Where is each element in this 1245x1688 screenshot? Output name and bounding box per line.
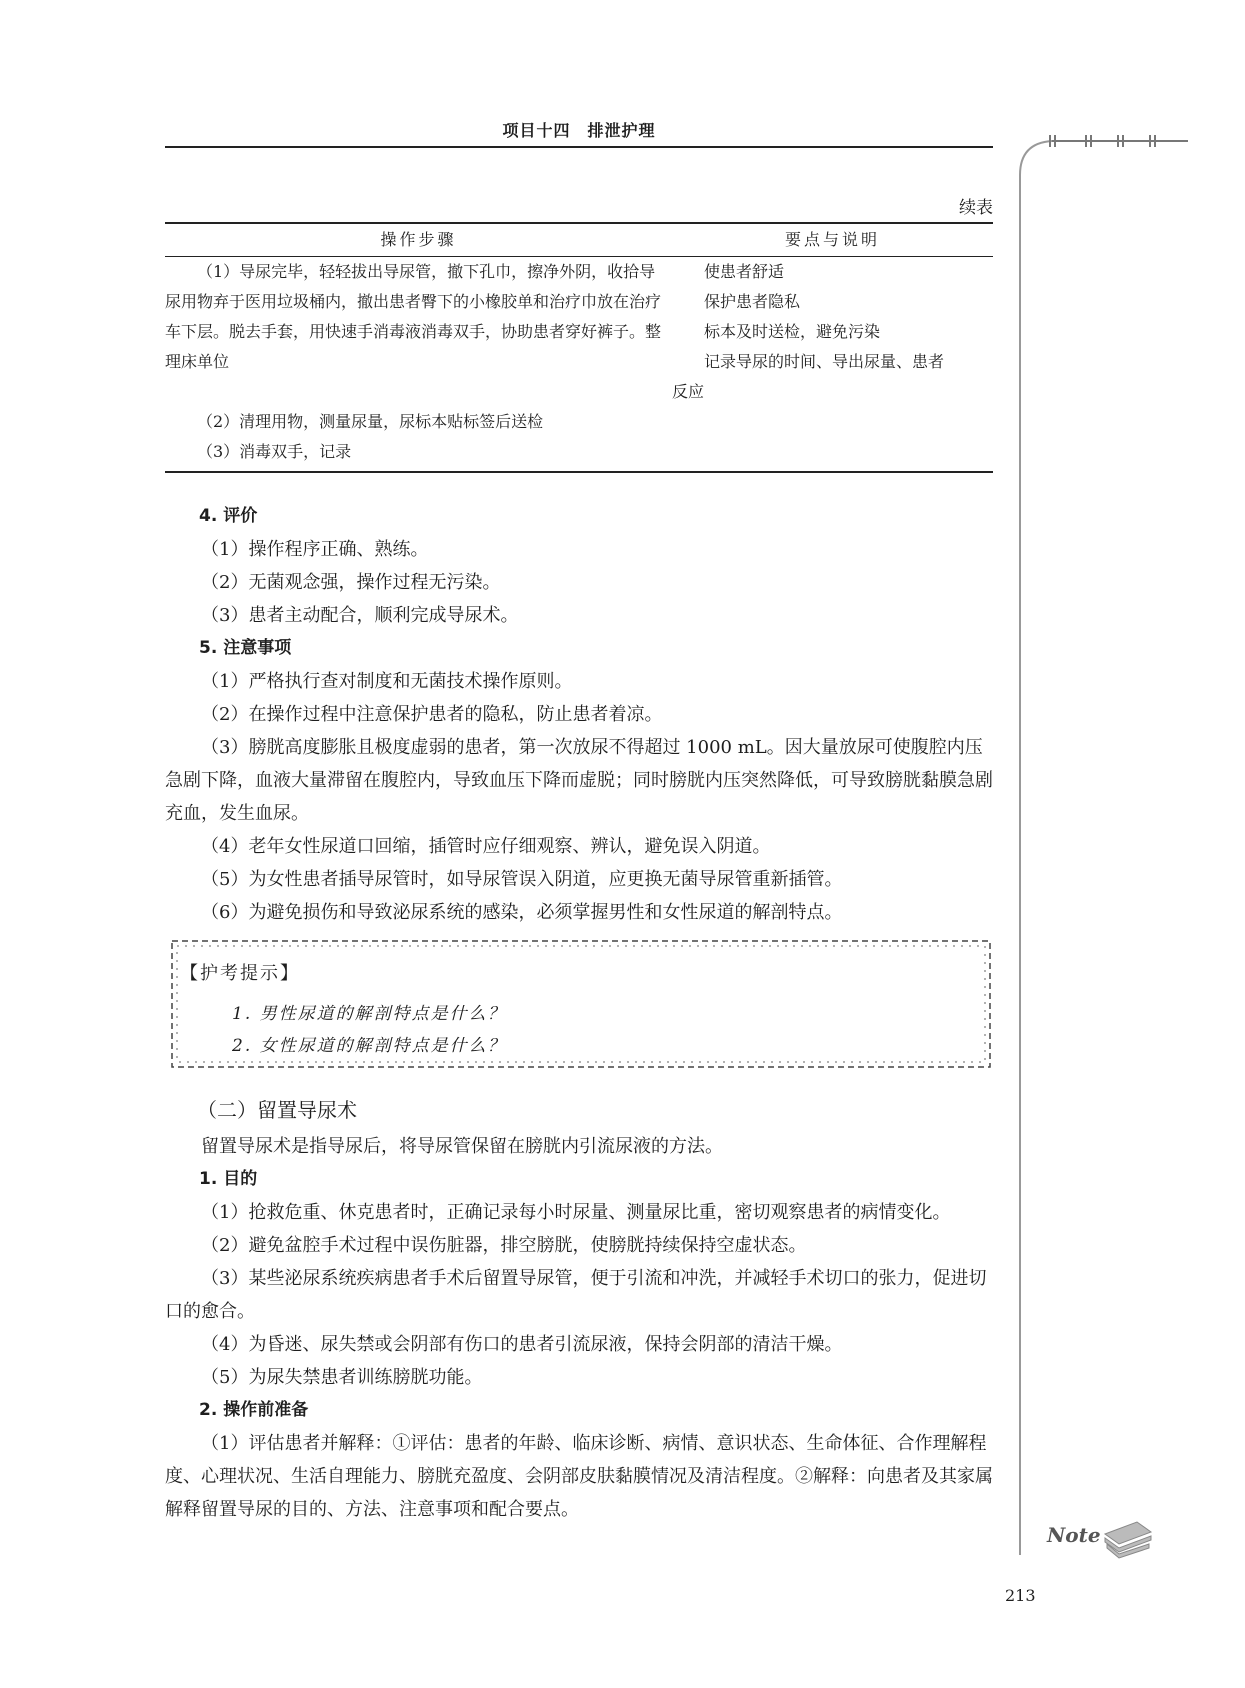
column-header-notes: 要点与说明 — [672, 223, 993, 257]
step-cell: （1）导尿完毕，轻轻拔出导尿管，撤下孔巾，擦净外阴，收拾导尿用物弃于医用垃圾桶内，撤出患者臀下的小橡胶单和治疗巾放在治疗车下层。脱去手套，用快速手消毒液消毒双手，协助患者穿好裤子。整理床单位 — [165, 262, 662, 371]
list-item: （2）在操作过程中注意保护患者的隐私，防止患者着凉。 — [201, 704, 663, 725]
list-item: （3）患者主动配合，顺利完成导尿术。 — [201, 605, 519, 626]
list-item: （3）某些泌尿系统疾病患者手术后留置导尿管，便于引流和冲洗，并减轻手术切口的张力，促进切口的愈合。 — [165, 1268, 987, 1322]
section-heading: 5. 注意事项 — [199, 638, 292, 658]
list-item: （3）膀胱高度膨胀且极度虚弱的患者，第一次放尿不得超过 1000 mL。因大量放尿可使腹腔内压急剧下降，血液大量滞留在腹腔内，导致血压下降而虚脱；同时膀胱内压突然降低，可导致膀胱黏膜急剧充血，发生血尿。 — [165, 737, 993, 824]
list-item: （5）为女性患者插导尿管时，如导尿管误入阴道，应更换无菌导尿管重新插管。 — [201, 869, 843, 890]
list-item: （6）为避免损伤和导致泌尿系统的感染，必须掌握男性和女性尿道的解剖特点。 — [201, 902, 843, 923]
list-item: （5）为尿失禁患者训练膀胱功能。 — [201, 1367, 483, 1388]
list-item: （4）为昏迷、尿失禁或会阴部有伤口的患者引流尿液，保持会阴部的清洁干燥。 — [201, 1334, 843, 1355]
table-row — [165, 407, 993, 437]
exam-tip-box — [168, 935, 994, 1073]
list-item: （1）操作程序正确、熟练。 — [201, 539, 429, 560]
continued-label: 续表 — [959, 198, 993, 218]
main-text-block — [165, 500, 993, 929]
table-row — [165, 257, 993, 408]
note-label: Note — [1047, 1523, 1101, 1547]
list-item: （2）无菌观念强，操作过程无污染。 — [201, 572, 501, 593]
note-line: 反应 — [672, 382, 705, 401]
step-cell: （3）消毒双手，记录 — [197, 442, 352, 461]
section2-block — [165, 1090, 993, 1526]
list-item: （2）避免盆腔手术过程中误伤脏器，排空膀胱，使膀胱持续保持空虚状态。 — [201, 1235, 807, 1256]
note-line: 保护患者隐私 — [704, 292, 801, 311]
list-item: （1）严格执行查对制度和无菌技术操作原则。 — [201, 671, 573, 692]
note-line: 记录导尿的时间、导出尿量、患者 — [704, 352, 945, 371]
note-line: 使患者舒适 — [704, 262, 785, 281]
list-item: （1）评估患者并解释：①评估：患者的年龄、临床诊断、病情、意识状态、生命体征、合作理解程度、心理状况、生活自理能力、膀胱充盈度、会阴部皮肤黏膜情况及清洁程度。②解释：向患者及其家属解释留置导尿的目的、方法、注意事项和配合要点。 — [165, 1433, 993, 1520]
header-rule — [165, 146, 993, 148]
section-heading: 1. 目的 — [199, 1169, 258, 1189]
table-row — [165, 437, 993, 472]
paragraph: 留置导尿术是指导尿后，将导尿管保留在膀胱内引流尿液的方法。 — [201, 1136, 723, 1157]
section-heading: 4. 评价 — [199, 506, 258, 526]
margin-decoration — [1008, 135, 1208, 1555]
running-header: 项目十四 排泄护理 — [502, 121, 656, 140]
step-cell: （2）清理用物，测量尿量，尿标本贴标签后送检 — [197, 412, 544, 431]
tip-question: 2. 女性尿道的解剖特点是什么？ — [232, 1036, 507, 1056]
note-book-icon — [1045, 1508, 1155, 1560]
page-number: 213 — [1005, 1586, 1036, 1605]
list-item: （1）抢救危重、休克患者时，正确记录每小时尿量、测量尿比重，密切观察患者的病情变化。 — [201, 1202, 951, 1223]
list-item: （4）老年女性尿道口回缩，插管时应仔细观察、辨认，避免误入阴道。 — [201, 836, 771, 857]
subsection-title: （二）留置导尿术 — [197, 1098, 357, 1122]
column-header-steps: 操作步骤 — [165, 223, 672, 257]
tip-question: 1. 男性尿道的解剖特点是什么？ — [232, 1004, 507, 1024]
note-line: 标本及时送检，避免污染 — [704, 322, 881, 341]
section-heading: 2. 操作前准备 — [199, 1400, 309, 1420]
tip-title: 【护考提示】 — [180, 963, 300, 984]
procedure-table — [165, 222, 993, 473]
